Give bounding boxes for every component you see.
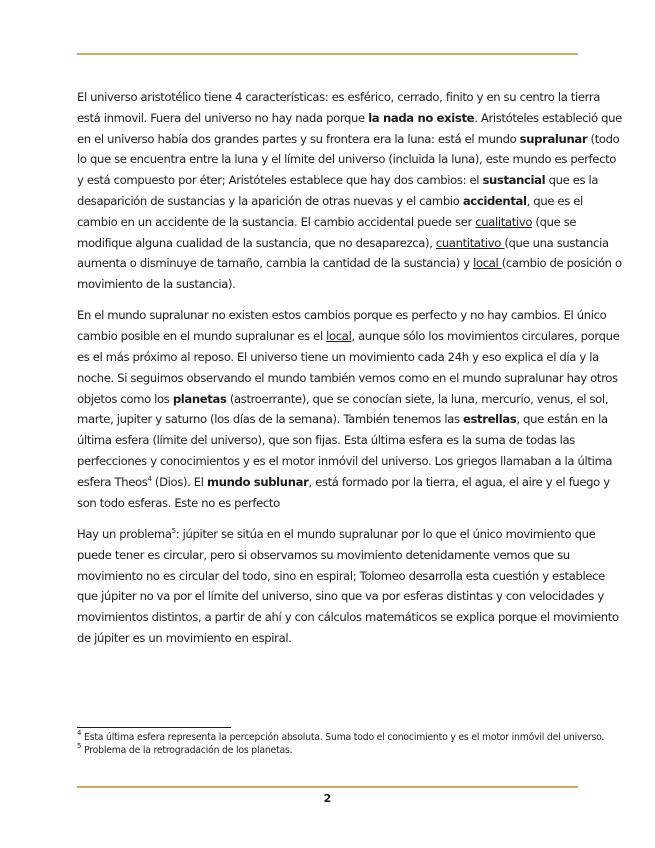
page-number: 2 [323,792,332,805]
footnote-separator [77,727,231,728]
bold-term: supralunar [519,131,588,146]
paragraph-3: Hay un problema$^5$: júpiter se sitúa en el mundo supralunar por lo que el único movimiento que puede tener es circular, pero si observamos su movimiento detenidamente vemos que su movimiento no es circular del todo, sino en espiral; Tolomeo desarrolla esta cuestión y establece que júpiter no va por el límite del universo, sino que va por esferas distintas y con velocidades y movimientos distintos, a partir de ahí y con cálculos matemáticos se explica porque el movimiento de júpiter es un movimiento en espiral. [77,526,619,645]
bold-term: planetas [172,391,227,406]
bold-term: mundo sublunar [206,474,309,489]
bold-term: estrellas [462,412,517,427]
bold-term: accidental [462,193,527,208]
bold-term: la nada no existe [368,110,475,125]
footnotes [77,729,617,757]
header-rule [77,53,578,55]
footnote-4: $^4$ Esta última esfera representa la percepción absoluta. Suma todo el conocimiento y es el motor inmóvil del universo. [77,729,605,743]
underlined-term: local [473,256,502,271]
underlined-term: cualitativo [475,214,533,229]
footnote-ref-4[interactable]: 4 [147,474,152,483]
document-body [77,87,623,659]
underlined-term: local [326,329,352,344]
bold-term: sustancial [482,173,546,188]
footer-rule [77,786,578,788]
footnote-ref-5[interactable]: 5 [171,526,176,535]
footnote-5: $^5$ Problema de la retrogradación de los planetas. [77,741,293,756]
paragraph-2: En el mundo supralunar no existen estos cambios porque es perfecto y no hay cambios. El único cambio posible en el mundo supralunar es el local, aunque sólo los movimientos circulares, porque es el más próximo al reposo. El universo tiene un movimiento cada 24h y eso explica el día y la noche. Si seguimos observando el mundo también vemos como en el mundo supralunar hay otros objetos como los planetas (astroerrante), que se conocían siete, la luna, mercurio, venus, el sol, marte, jupiter y saturno (los días de la semana). También tenemos las estrellas, que están en la última esfera (límite del universo), que son fijas. Esta última esfera es la suma de todas las perfecciones y conocimientos y es el motor inmóvil del universo. Los griegos llamaban a la última esfera Theos$^4$ (Dios). El mundo sublunar, está formado por la tierra, el agua, el aire y el fuego y son todo esferas. Este no es perfecto [77,308,620,510]
underlined-term: cuantitativo [435,235,505,250]
paragraph-1: El universo aristotélico tiene 4 características: es esférico, cerrado, finito y en su centro la tierra está inmovil. Fuera del universo no hay nada porque la nada no existe. Aristóteles estableció que en el universo había dos grandes partes y su frontera era la luna: está el mundo supralunar (todo lo que se encuentra entre la luna y el límite del universo (incluida la luna), este mundo es perfecto y está compuesto por éter; Aristóteles establece que hay dos cambios: el sustancial que es la desaparición de sustancias y la aparición de otras nuevas y el cambio accidental, que es el cambio en un accidente de la sustancia. El cambio accidental puede ser cualitativo (que se modifique alguna cualidad de la sustancia, que no desaparezca), cuantitativo (que una sustancia aumenta o disminuye de tamaño, cambia la cantidad de la sustancia) y local (cambio de posición o movimiento de la sustancia). [77,90,622,292]
